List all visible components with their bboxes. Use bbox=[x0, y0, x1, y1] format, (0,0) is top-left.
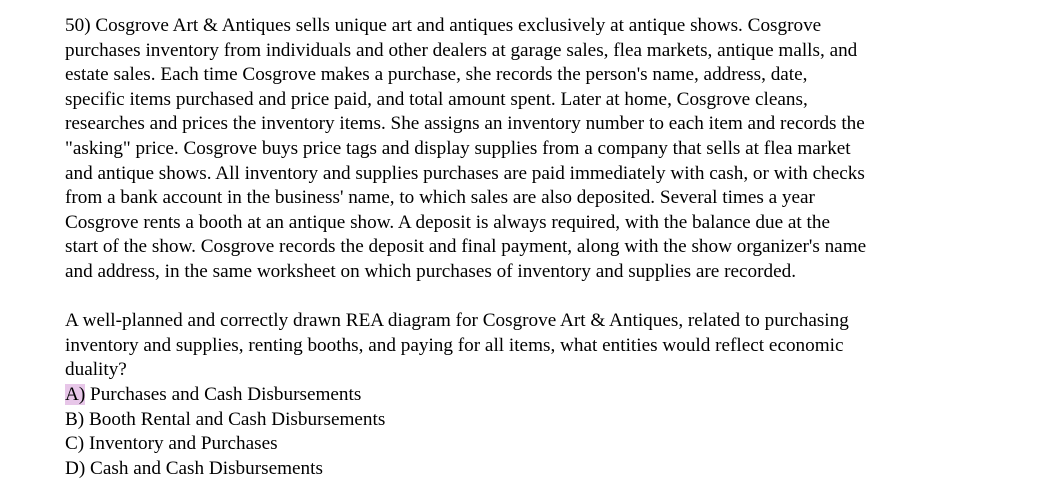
paragraph-line-1-text: Cosgrove Art & Antiques sells unique art and antiques exclusively at antique shows. Cosgrove bbox=[95, 15, 822, 36]
question-paragraph bbox=[65, 14, 1025, 285]
prompt-line-1: A well-planned and correctly drawn REA diagram for Cosgrove Art & Antiques, related to purchasing bbox=[65, 310, 849, 332]
paragraph-line-11: and address, in the same worksheet on which purchases of inventory and supplies are recorded. bbox=[65, 260, 797, 282]
paragraph-line-4: specific items purchased and price paid, and total amount spent. Later at home, Cosgrove cleans, bbox=[65, 88, 808, 110]
question-prompt bbox=[65, 309, 1025, 383]
paragraph-line-7: and antique shows. All inventory and supplies purchases are paid immediately with cash, or with checks bbox=[65, 162, 865, 184]
option-letter-d: D) bbox=[65, 457, 86, 479]
option-text-c: Inventory and Purchases bbox=[84, 433, 278, 455]
paragraph-line-9: Cosgrove rents a booth at an antique show. A deposit is always required, with the balance due at the bbox=[65, 211, 830, 233]
spacer bbox=[65, 285, 1025, 310]
option-letter-b: B) bbox=[65, 408, 85, 430]
paragraph-line-2: purchases inventory from individuals and other dealers at garage sales, flea markets, antique malls, and bbox=[65, 39, 858, 61]
question-number: 50) bbox=[65, 15, 91, 36]
prompt-line-3: duality? bbox=[65, 359, 127, 381]
answer-option-a[interactable] bbox=[65, 383, 1025, 408]
option-letter-c: C) bbox=[65, 433, 85, 455]
paragraph-line-3: estate sales. Each time Cosgrove makes a purchase, she records the person's name, address, date, bbox=[65, 64, 808, 86]
answer-option-b[interactable] bbox=[65, 408, 1025, 433]
paragraph-line-10: start of the show. Cosgrove records the deposit and final payment, along with the show organizer's name bbox=[65, 236, 867, 258]
answer-option-c[interactable] bbox=[65, 432, 1025, 457]
paragraph-line-8: from a bank account in the business' name, to which sales are also deposited. Several times a year bbox=[65, 187, 815, 209]
answer-option-d[interactable] bbox=[65, 457, 1025, 482]
option-text-a: Purchases and Cash Disbursements bbox=[85, 383, 362, 405]
paragraph-line-6: "asking" price. Cosgrove buys price tags and display supplies from a company that sells at flea market bbox=[65, 137, 851, 159]
option-text-b: Booth Rental and Cash Disbursements bbox=[84, 408, 386, 430]
question-document bbox=[65, 14, 1025, 481]
option-text-d: Cash and Cash Disbursements bbox=[85, 457, 323, 479]
paragraph-line-5: researches and prices the inventory items. She assigns an inventory number to each item and records the bbox=[65, 113, 865, 135]
prompt-line-2: inventory and supplies, renting booths, and paying for all items, what entities would reflect economic bbox=[65, 334, 844, 356]
answer-options bbox=[65, 383, 1025, 481]
option-letter-a: A) bbox=[65, 383, 86, 405]
paragraph-line-1 bbox=[65, 14, 1025, 39]
